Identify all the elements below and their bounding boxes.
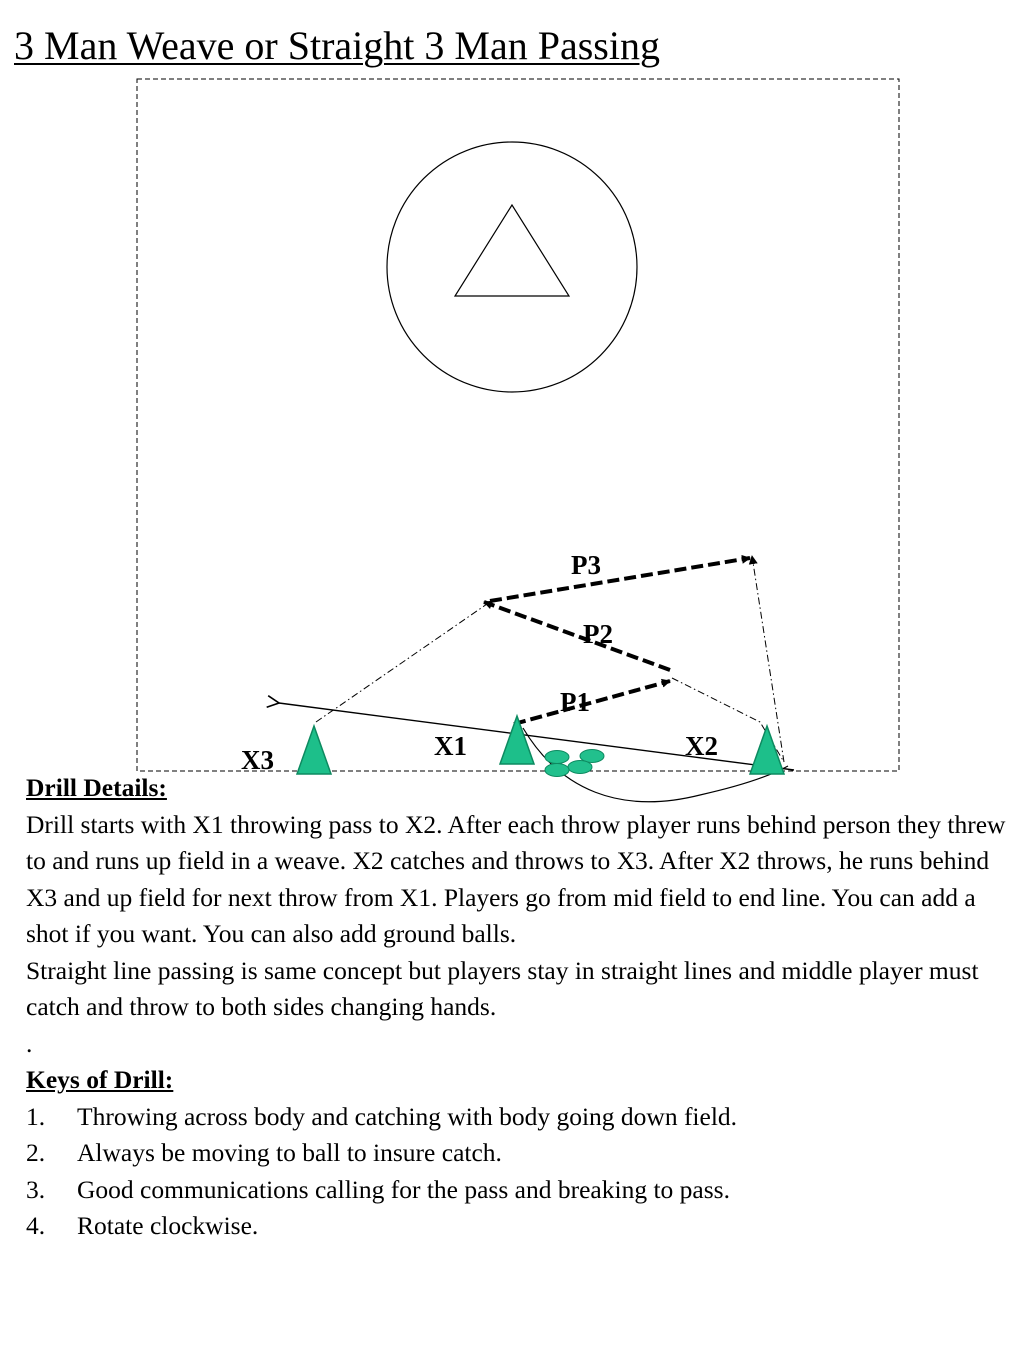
- page-title: 3 Man Weave or Straight 3 Man Passing: [14, 23, 660, 68]
- drill-details-paragraph-1: Drill starts with X1 throwing pass to X2. After each throw player runs behind person they threw to and runs up field in a weave. X2 catches and throws to X3. After X2 throws, he runs behind X3 and up field for next throw from X1. Players go from mid field to end line. You can add a shot if you want. You can also add ground balls.: [26, 809, 1006, 948]
- list-item-text: Good communications calling for the pass and breaking to pass.: [77, 1174, 730, 1204]
- list-item-text: Rotate clockwise.: [77, 1211, 259, 1240]
- cone-x1: [500, 716, 534, 764]
- list-item-number: 1.: [26, 1101, 46, 1131]
- pass-p3-line: [490, 558, 750, 601]
- cone-x3: [297, 726, 331, 774]
- keys-heading: Keys of Drill:: [26, 1065, 174, 1094]
- label-x2: X2: [685, 731, 718, 761]
- goal-crease: [387, 142, 637, 392]
- label-x1: X1: [434, 731, 467, 761]
- label-x3: X3: [241, 745, 274, 775]
- drill-details-heading: Drill Details:: [26, 773, 167, 802]
- pass-p1-line: [514, 681, 670, 724]
- run-path-x3: [316, 604, 487, 722]
- list-item-number: 4.: [26, 1211, 46, 1240]
- label-p2: P2: [583, 619, 613, 649]
- list-item-text: Always be moving to ball to insure catch.: [77, 1138, 502, 1167]
- ball: [545, 751, 569, 764]
- cone-x2: [750, 726, 784, 774]
- goal-triangle: [455, 205, 569, 296]
- list-item-number: 3.: [26, 1174, 46, 1204]
- list-item-text: Throwing across body and catching with body going down field.: [77, 1101, 738, 1131]
- field-boundary: [137, 79, 899, 771]
- label-p1: P1: [560, 687, 590, 717]
- separator-dot: .: [26, 1028, 33, 1058]
- drill-details-paragraph-2: Straight line passing is same concept but players stay in straight lines and middle player must catch and throw to both sides changing hands.: [26, 955, 979, 1021]
- drill-details: [26, 770, 1018, 1245]
- list-item: [26, 1208, 1018, 1245]
- keys-list: [26, 1099, 1018, 1245]
- pass-p2-line: [484, 602, 670, 670]
- list-item: [26, 1099, 1018, 1136]
- list-item: [26, 1172, 1018, 1209]
- list-item-number: 2.: [26, 1138, 46, 1167]
- list-item: [26, 1135, 1018, 1172]
- label-p3: P3: [571, 550, 601, 580]
